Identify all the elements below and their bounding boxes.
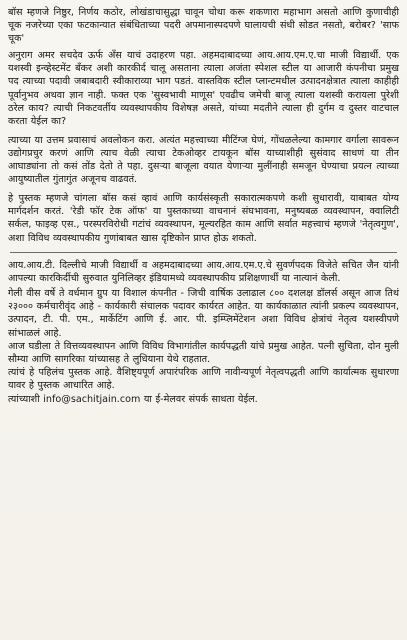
journey-paragraph: त्याच्या या उत्तम प्रवासाचं अवलोकन करा. अत्यंत महत्त्वाच्या मीटिंग्ज घेणं, गोंधळलेल्या कामगार वर्गाला सावरून उद्योगप्रचुर करणं आणि त्याच वेळी त्याचा टेकओव्हर टायकून बॉस याच्याशीही सुसंवाद साधणं या तीन आघाड्यांना तो कसं तोंड देतो ते पहा. दुसऱ्या बाजूला वयात येणाऱ्या मुलींनाही समजून घेण्याचा प्रयत्न त्याच्या आयुष्यातील गुंतागुंत अजूनच वाढवतं. xyxy=(8,134,399,186)
book-description xyxy=(8,6,399,245)
story-paragraph: अनुराग अमर सचदेव ऊर्फ अँस याचं उदाहरण पहा. अहमदाबादच्या आय.आय.एम.ए.चा माजी विद्यार्थी. एक यशस्वी इन्व्हेस्टमेंट बँकर अशी कारकीर्द चालू असताना त्याला अजंता स्पेशल स्टील या आजारी कंपनीचा प्रमुख पद त्याच्या पदावी जबाबदारी स्वीकाराव्या भाग पडतं. वास्तविक स्टील प्लान्टमधील उत्पादनक्षेत्रात त्याला काहीही पूर्वानुभव अथवा ज्ञान नाही. फक्त एक 'सुस्वभावी माणूस' एवढीच जमेची बाजू त्याला यशस्वी करायला पुरेशी ठरेल काय? त्याची निकटवर्तीय व्यवस्थापकीय विशेषज्ञ असते, यांच्या मदतीने त्याला ही दुर्गम व दुस्तर वाटचाल करता येईल का? xyxy=(8,50,399,127)
author-career-paragraph: गेली वीस वर्षे ते वर्धमान ग्रुप या विशाल कंपनीत - जिची वार्षिक उलाढाल ८०० दशलक्ष डॉलर्स असून आज तिथं २३००० कर्मचारीवृंद आहे - कार्यकारी संचालक पदावर कार्यरत आहेत. या कार्यकाळात त्यांनी प्रकल्प व्यवस्थापन, उत्पादन, टी. पी. एम., मार्केटिंग आणि ई. आर. पी. इम्प्लिमेंटेशन अशा विविध क्षेत्रांचं नेतृत्व यशस्वीपणे सांभाळलं आहे. xyxy=(8,288,399,339)
section-divider xyxy=(10,252,397,253)
author-education-paragraph: आय.आय.टी. दिल्लीचे माजी विद्यार्थी व अहमदाबादच्या आय.आय.एम.ए.चे सुवर्णपदक विजेते सचित जैन यांनी आपल्या कारकिर्दीची सुरुवात युनिलिव्हर इंडियामध्ये व्यवस्थापकीय प्रशिक्षणार्थी या नात्यानं केली. xyxy=(8,259,399,284)
author-bio xyxy=(8,259,399,406)
book-benefits-paragraph: हे पुस्तक म्हणजे चांगला बॉस कसं व्हावं आणि कार्यसंस्कृती सकारात्मकपणे कशी सुधारावी, याबाबत योग्य मार्गदर्शन करतं. 'रेडी फॉर टेक ऑफ' या पुस्तकाच्या वाचनानं संघभावना, मनुष्यबळ व्यवस्थापन, क्वालिटी सर्कल, फाइव्ह एस., परस्परविरोधी गटांचं व्यवस्थापन, मूल्यरहित काम आणि सर्वात महत्त्वाचं म्हणजे 'नेतृत्वगुण', अशा विविध व्यवस्थापकीय गुणांबाबत खास दृष्टिकोन प्राप्त होऊ शकतो. xyxy=(8,193,399,244)
intro-paragraph: बॉस म्हणजे निष्ठुर, निर्णय कठोर, लोखंडाचासुद्धा चावून चोथा करू शकणारा महाभाग असतो आणि कुणाचीही चूक नजरेच्या एका फटकान्यात संबंधिताच्या पदरी अपमानास्पदपणे घालायची संधी सोडत नसतो, बरोबर? 'साफ चूक' xyxy=(8,7,399,45)
author-contact-line: त्यांच्याशी info@sachitjain.com या ई-मेलवर संपर्क साधता येईल. xyxy=(8,393,258,405)
author-current-role-paragraph: आज घडीला ते वित्तव्यवस्थापन आणि विविध विभागांतील कार्यपद्धती यांचे प्रमुख आहेत. पत्नी सुचिता, दोन मुली सौम्या आणि सागरिका यांच्यासह ते लुधियाना येथे राहतात. xyxy=(8,340,399,366)
author-first-book-paragraph: त्यांचं हे पहिलंच पुस्तक आहे. वैशिष्ट्यपूर्ण अपारंपरिक आणि नावीन्यपूर्ण नेतृत्वपद्धती आणि कार्यात्मक सुधारणा यावर हे पुस्तक आधारित आहे. xyxy=(8,367,399,392)
